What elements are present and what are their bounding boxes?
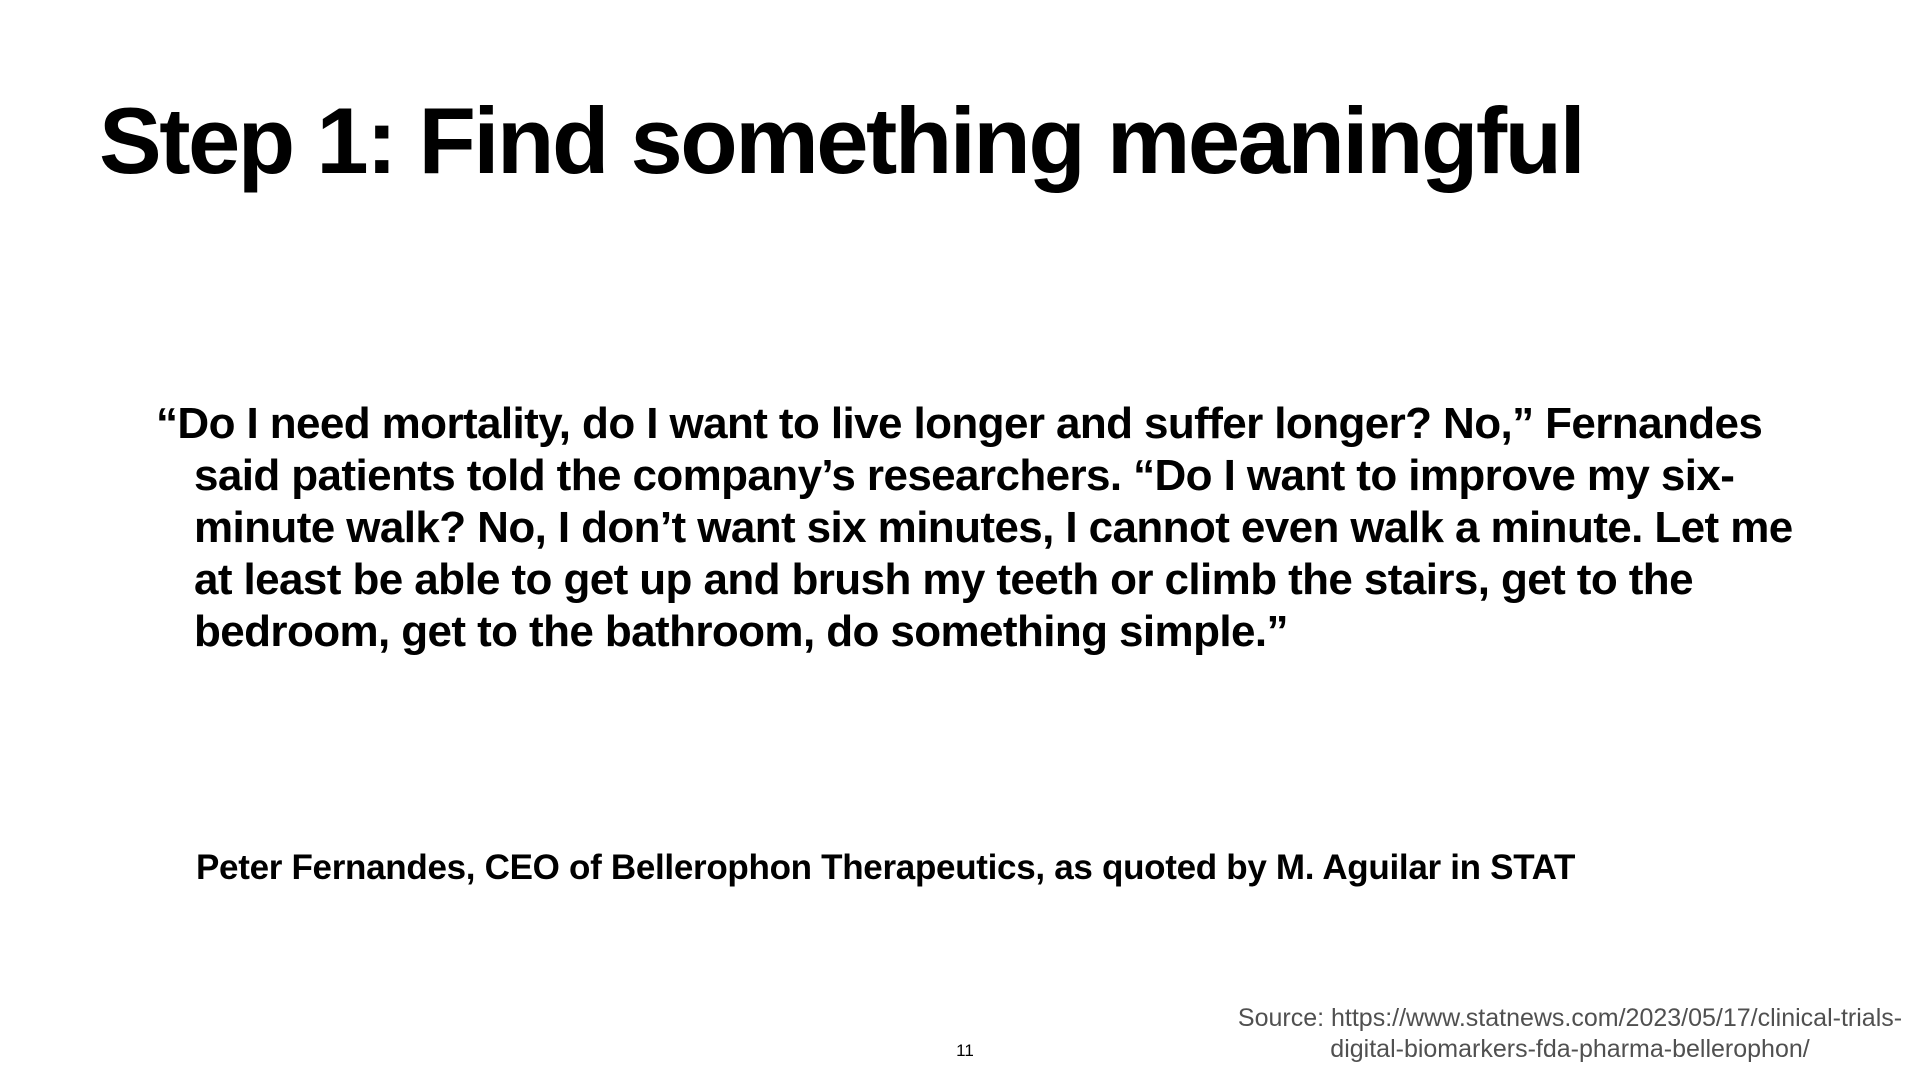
source-citation: Source: https://www.statnews.com/2023/05/17/clinical-trials-digital-biomarkers-fda-pharma-bellerophon/ <box>1237 1004 1903 1063</box>
quote-attribution: Peter Fernandes, CEO of Bellerophon Therapeutics, as quoted by M. Aguilar in STAT <box>196 848 1576 887</box>
quote-text: “Do I need mortality, do I want to live longer and suffer longer? No,” Fernandes said patients told the company’s researchers. “Do I want to improve my six-minute walk? No, I don’t want six minutes, I cannot even walk a minute. Let me at least be able to get up and brush my teeth or climb the stairs, get to the bedroom, get to the bathroom, do something simple.” <box>156 399 1793 656</box>
page-number: 11 <box>956 1041 974 1060</box>
slide-title: Step 1: Find something meaningful <box>99 88 1584 193</box>
